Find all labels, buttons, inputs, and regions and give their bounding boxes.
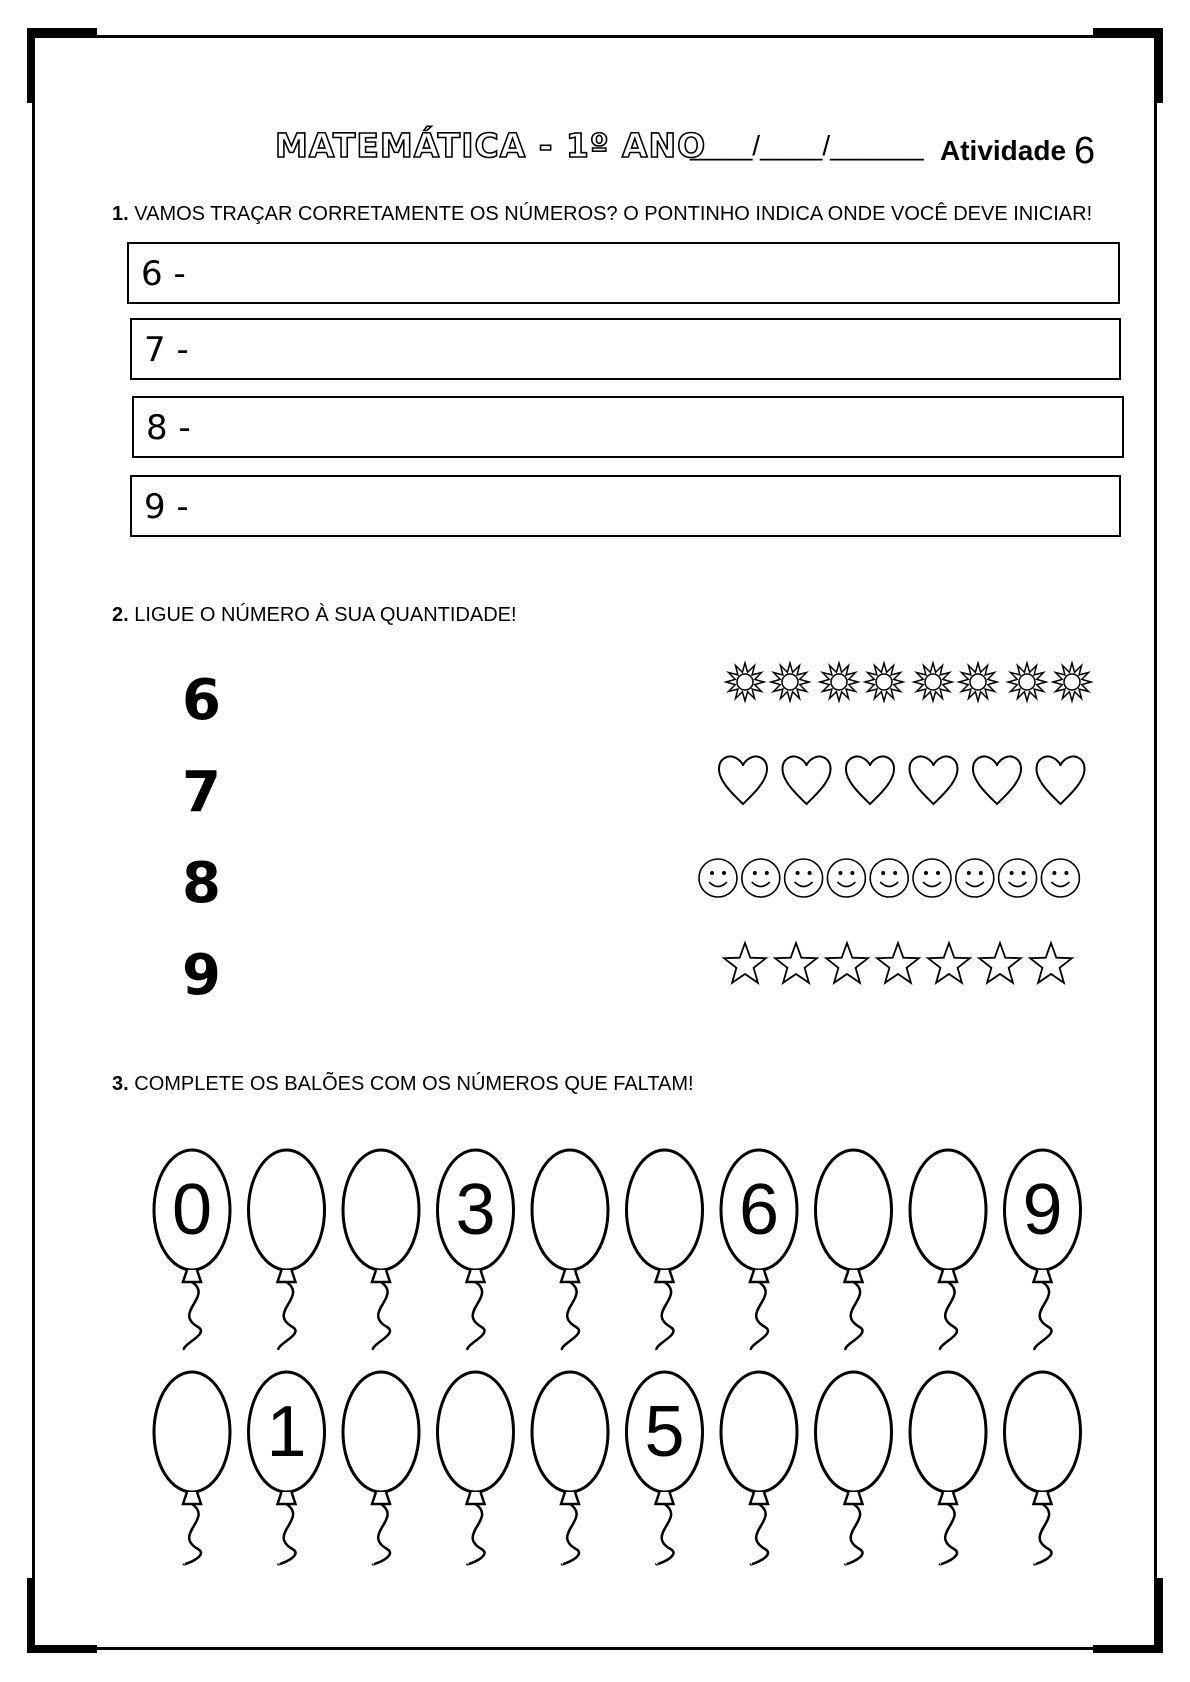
question-number: 2. [112,604,129,626]
balloon-icon[interactable] [532,1150,608,1350]
heart-icon [719,756,767,804]
activity-label-text: Atividade [940,135,1067,166]
smiley-icon [999,859,1037,897]
balloon-icon[interactable] [343,1150,419,1350]
question-number: 1. [112,203,129,225]
smiley-icon [785,859,823,897]
question-2 [112,604,517,627]
balloon-icon[interactable] [910,1372,986,1564]
balloon-row [140,1362,1120,1562]
sun-icon [914,663,952,701]
balloon-icon[interactable] [532,1372,608,1564]
trace-row-label: 7 - [144,330,189,370]
sun-icon [865,663,903,701]
balloon-icon[interactable] [249,1372,325,1564]
star-icon [724,943,766,983]
balloon-icon[interactable] [627,1150,703,1350]
question-text: COMPLETE OS BALÕES COM OS NÚMEROS QUE FALTAM! [134,1073,694,1095]
smiley-icon [1041,859,1079,897]
star-group[interactable] [725,940,1095,988]
sun-icon [1008,663,1046,701]
balloon-icon[interactable] [438,1150,514,1350]
balloon-icon[interactable] [721,1372,797,1564]
match-number[interactable]: 8 [182,851,221,916]
page-title: MATEMÁTICA - 1º ANO [275,126,707,165]
balloon-number: 6 [738,1170,780,1250]
balloon-number: 1 [266,1392,307,1472]
balloon-icon[interactable] [721,1150,797,1350]
balloon-icon[interactable] [249,1150,325,1350]
match-number[interactable]: 6 [182,668,221,733]
heart-icon [846,756,894,804]
sun-icon [820,663,858,701]
date-field[interactable]: ____/____/______ [690,130,924,161]
smiley-icon [913,859,951,897]
corner-mark [27,1578,35,1653]
trace-row-label: 6 - [141,254,186,294]
balloon-icon[interactable] [910,1150,986,1350]
sun-icon [1053,663,1091,701]
match-number[interactable]: 9 [182,943,221,1008]
activity-label [940,130,1095,173]
balloon-number: 0 [171,1170,213,1250]
smiley-icon [699,859,737,897]
smiley-icon [742,859,780,897]
match-number[interactable]: 7 [182,760,221,825]
question-1 [112,203,1092,226]
sun-icon [726,663,764,701]
trace-row-label: 8 - [146,408,191,448]
heart-icon [783,756,831,804]
corner-mark [1093,1645,1163,1653]
heart-group[interactable] [718,752,1098,808]
question-text: LIGUE O NÚMERO À SUA QUANTIDADE! [134,604,517,626]
balloon-row [140,1140,1120,1350]
balloon-icon[interactable] [1005,1150,1081,1350]
activity-number: 6 [1074,130,1096,172]
smiley-icon [827,859,865,897]
heart-icon [1037,756,1085,804]
heart-icon [910,756,958,804]
trace-row-label: 9 - [144,487,189,527]
question-3 [112,1073,694,1096]
trace-row[interactable] [130,318,1121,380]
trace-row[interactable] [130,475,1121,537]
balloon-icon[interactable] [1005,1372,1081,1564]
corner-mark [1093,28,1163,36]
star-icon [826,943,868,983]
balloon-icon[interactable] [154,1150,230,1350]
smiley-icon [956,859,994,897]
star-icon [928,943,970,983]
question-text: VAMOS TRAÇAR CORRETAMENTE OS NÚMEROS? O PONTINHO INDICA ONDE VOCÊ DEVE INICIAR! [134,203,1093,225]
heart-icon [973,756,1021,804]
balloon-number: 5 [644,1392,685,1472]
sun-group[interactable] [725,660,1095,704]
star-icon [1030,943,1072,983]
star-icon [877,943,919,983]
star-icon [979,943,1021,983]
balloon-icon[interactable] [627,1372,703,1564]
star-icon [775,943,817,983]
corner-mark [27,28,35,103]
balloon-number: 9 [1022,1170,1063,1250]
corner-mark [27,28,97,36]
balloon-icon[interactable] [438,1372,514,1564]
smiley-icon [870,859,908,897]
balloon-icon[interactable] [343,1372,419,1564]
trace-row[interactable] [127,242,1120,304]
smiley-group[interactable] [698,856,1098,904]
balloon-icon[interactable] [816,1372,892,1564]
corner-mark [1155,1578,1163,1653]
sun-icon [771,663,809,701]
question-number: 3. [112,1073,129,1095]
balloon-icon[interactable] [816,1150,892,1350]
corner-mark [1155,28,1163,103]
corner-mark [27,1645,97,1653]
balloon-number: 3 [455,1170,496,1250]
trace-row[interactable] [132,396,1124,458]
sun-icon [959,663,997,701]
balloon-icon[interactable] [154,1372,230,1564]
